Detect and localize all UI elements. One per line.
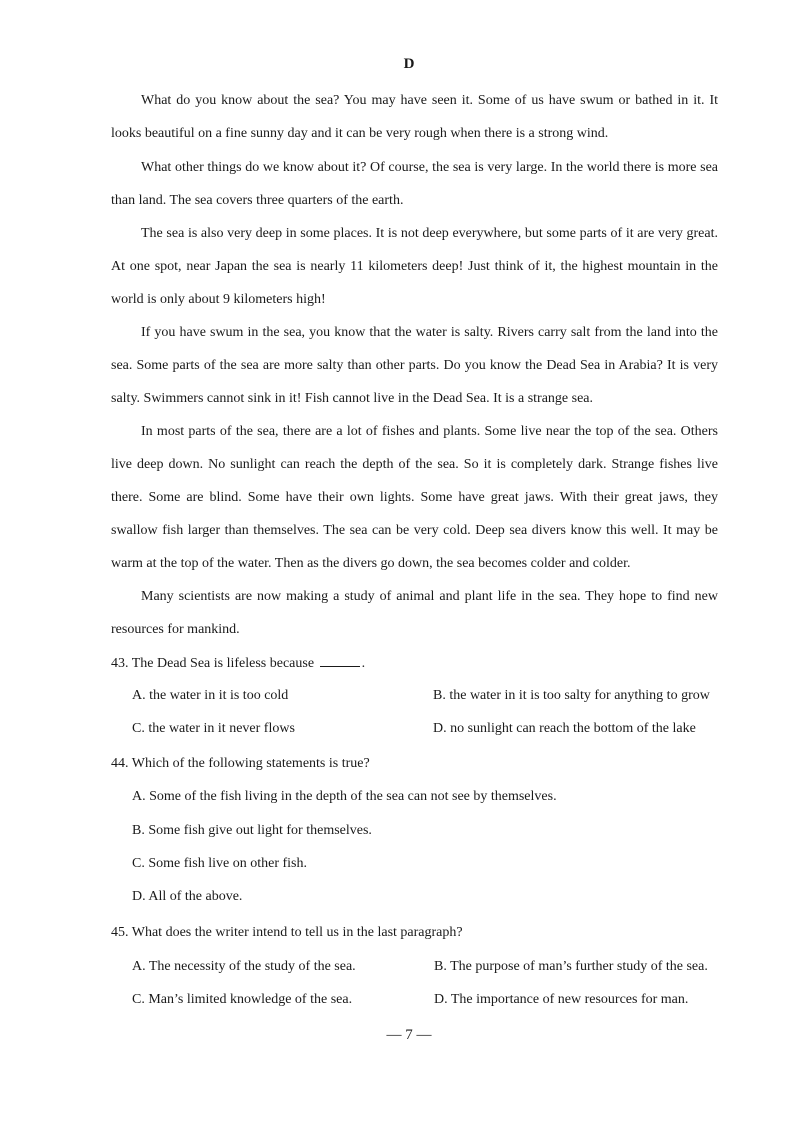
question-43-stem-text: 43. The Dead Sea is lifeless because bbox=[111, 656, 315, 671]
question-45-option-a: A. The necessity of the study of the sea. bbox=[132, 959, 356, 974]
question-43-option-a: A. the water in it is too cold bbox=[132, 688, 289, 703]
question-44-option-a: A. Some of the fish living in the depth of the sea can not see by themselves. bbox=[132, 789, 557, 804]
question-43-option-b: B. the water in it is too salty for anything to grow bbox=[433, 688, 710, 703]
question-44-option-b: B. Some fish give out light for themselves. bbox=[132, 823, 372, 838]
question-45-option-b: B. The purpose of man’s further study of the sea. bbox=[434, 959, 708, 974]
paragraph-1: What do you know about the sea? You may have seen it. Some of us have swum or bathed in it. It looks beautiful on a fine sunny day and it can be very rough when there is a strong wind. bbox=[111, 93, 718, 141]
question-44-option-c: C. Some fish live on other fish. bbox=[132, 856, 307, 871]
page-number: — 7 — bbox=[386, 1027, 432, 1043]
question-45-option-c: C. Man’s limited knowledge of the sea. bbox=[132, 992, 353, 1007]
question-43-option-c: C. the water in it never flows bbox=[132, 721, 295, 736]
question-43-option-d: D. no sunlight can reach the bottom of the lake bbox=[433, 721, 696, 736]
paragraph-2: What other things do we know about it? Of course, the sea is very large. In the world there is more sea than land. The sea covers three quarters of the earth. bbox=[111, 160, 718, 208]
paragraph-5: In most parts of the sea, there are a lot of fishes and plants. Some live near the top of the sea. Others live deep down. No sunlight can reach the depth of the sea. So it is completely dark. Strange fishes live there. Some are blind. Some have their own lights. Some have great jaws. With their great jaws, they swallow fish larger than themselves. The sea can be very cold. Deep sea divers know this well. It may be warm at the top of the water. Then as the divers go down, the sea becomes colder and colder. bbox=[111, 424, 718, 571]
question-43-stem-end: . bbox=[361, 656, 366, 671]
paragraph-3: The sea is also very deep in some places. It is not deep everywhere, but some parts of it are very great. At one spot, near Japan the sea is nearly 11 kilometers deep! Just think of it, the highest mountain in the world is only about 9 kilometers high! bbox=[111, 226, 718, 307]
passage-title: D bbox=[403, 56, 415, 72]
question-43-stem bbox=[111, 654, 365, 672]
question-44-option-d: D. All of the above. bbox=[132, 889, 243, 904]
question-44-stem: 44. Which of the following statements is true? bbox=[111, 756, 370, 771]
answer-blank bbox=[320, 654, 360, 667]
question-45-stem: 45. What does the writer intend to tell us in the last paragraph? bbox=[111, 925, 463, 940]
paragraph-4: If you have swum in the sea, you know that the water is salty. Rivers carry salt from the land into the sea. Some parts of the sea are more salty than other parts. Do you know the Dead Sea in Arabia? It is very salty. Swimmers cannot sink in it! Fish cannot live in the Dead Sea. It is a strange sea. bbox=[111, 325, 718, 406]
paragraph-6: Many scientists are now making a study of animal and plant life in the sea. They hope to find new resources for mankind. bbox=[111, 589, 718, 637]
question-45-option-d: D. The importance of new resources for man. bbox=[434, 992, 689, 1007]
